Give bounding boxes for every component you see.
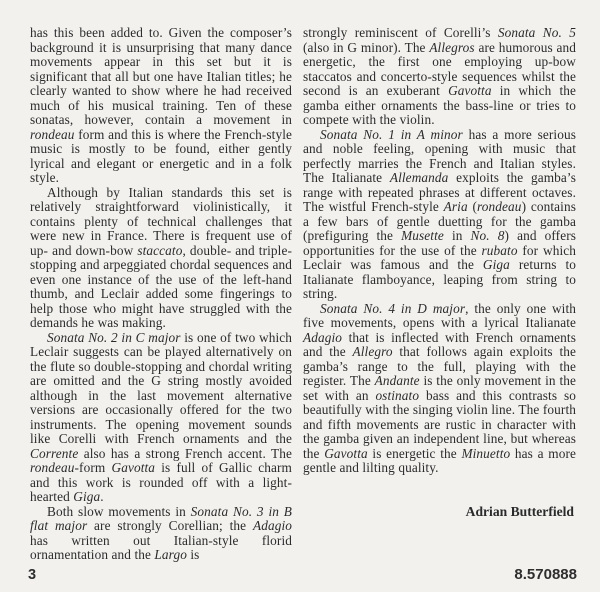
italic-text-run: Corrente (30, 445, 79, 461)
italic-text-run: Giga (73, 489, 101, 504)
italic-text-run: staccato (137, 242, 183, 258)
text-run: form and this is where the French-style music is mostly to be found, either gently lyrical and elegant or energetic and in a folk style. (30, 126, 292, 185)
text-run: exploits the gamba’s range with repeated phrases at different octaves. The wistful French-style (303, 170, 576, 214)
text-run: ) and offers opportunities for the use of the (303, 228, 576, 258)
paragraph (30, 186, 292, 331)
italic-text-run: Musette (401, 228, 444, 243)
text-run: . (100, 489, 104, 504)
text-run: returns to Italianate flamboyance, leaping from string to string. (303, 257, 577, 301)
text-run: are humorous and energetic, the first one employing up-bow staccatos and concerto-style sequences whilst the second is an exuberant (303, 39, 576, 98)
text-run: has this been added to. Given the composer’s background it is unsurprising that many dance movements appear in this set but it is significant that all but one have Italian titles; he clearly wanted to show where he had received much of his musical training. Ten of these sonatas, however, contain a movement in (30, 25, 292, 127)
text-run: , the only one with five movements, opens with a lyrical Italianate (303, 300, 577, 330)
italic-text-run: rubato (481, 242, 518, 258)
italic-text-run: Gavotta (324, 445, 368, 461)
text-run: -form (74, 460, 112, 475)
text-run: , double- and triple-stopping and arpeggiated chordal sequences and even one instance of the use of the left-hand thumb, and Leclair added some fingerings to help those who might have struggled with the demands he was making. (30, 242, 292, 330)
page-number: 3 (28, 567, 37, 583)
text-run: ) contains a few bars of gentle duetting for the gamba (prefiguring the (303, 199, 576, 243)
text-run: is energetic the (367, 445, 462, 461)
italic-text-run: Allegro (352, 344, 393, 359)
paragraph (30, 26, 292, 186)
italic-text-run: Gavotta (448, 83, 492, 98)
catalog-number: 8.570888 (514, 566, 577, 583)
italic-text-run: No. 8 (470, 228, 505, 243)
text-run: has a more gentle and lilting quality. (303, 445, 576, 475)
text-run: that follows again exploits the gamba’s range to the full, playing with the register. The (303, 344, 576, 388)
italic-text-run: rondeau (30, 126, 75, 142)
text-run: for which Leclair was famous and the (303, 242, 576, 272)
italic-text-run: Sonata No. 1 in A minor (320, 126, 463, 142)
italic-text-run: Largo (154, 547, 187, 562)
text-run: are strongly Corellian; the (87, 518, 253, 533)
text-run: in (443, 228, 471, 243)
italic-text-run: Minuetto (461, 445, 511, 461)
italic-text-run: Sonata No. 3 in B flat major (30, 503, 292, 533)
italic-text-run: Aria (443, 199, 468, 214)
italic-text-run: Adagio (303, 329, 343, 345)
text-run: is full of Gallic charm and this work is rounded off with a light-hearted (30, 460, 292, 504)
text-run: has a more serious and noble feeling, opening with music that perfectly marries the French and Italian styles. The Italianate (303, 126, 576, 185)
text-run: has written out Italian-style florid ornamentation and the (30, 532, 292, 562)
italic-text-run: Sonata No. 4 in D major (320, 300, 466, 316)
text-run: (also in G minor). The (303, 39, 430, 55)
text-run: is (186, 547, 200, 562)
italic-text-run: Adagio (252, 518, 292, 533)
text-run: ( (467, 199, 478, 214)
text-run: bass and this contrasts so beautifully with the singing violin line. The fourth and fifth movements are rustic in character with the gamba given an independent line, but whereas the (303, 387, 576, 461)
italic-text-run: ostinato (375, 387, 420, 403)
paragraph (303, 128, 576, 302)
italic-text-run: Giga (482, 257, 510, 272)
italic-text-run: Allemanda (389, 170, 449, 185)
text-run: also has a strong French accent. The (78, 445, 292, 461)
author-signature: Adrian Butterfield (465, 503, 574, 519)
italic-text-run: Gavotta (111, 460, 156, 475)
paragraph (30, 505, 292, 563)
italic-text-run: rondeau (30, 460, 75, 475)
paragraph (30, 331, 292, 505)
italic-text-run: rondeau (477, 199, 522, 214)
italic-text-run: Allegros (429, 39, 475, 55)
paragraph (303, 302, 576, 476)
left-column (30, 26, 292, 563)
paragraph (303, 26, 576, 128)
italic-text-run: Sonata No. 2 in C major (47, 329, 181, 345)
text-run: Both slow movements in (47, 503, 191, 519)
text-run: is one of two which Leclair suggests can be played alternatively on the flute so double-stopping and chordal writing are omitted and the G string mostly avoided although in the last movement alternative versions are occasionally offered for the two instruments. The opening movement sounds like Corelli with French ornaments and the (30, 329, 292, 446)
italic-text-run: Andante (374, 373, 420, 388)
right-column (303, 26, 576, 563)
text-run: is the only movement in the set with an (303, 373, 576, 403)
text-columns (30, 26, 576, 563)
text-run: in which the gamba either ornaments the bass-line or tries to compete with the violin. (303, 83, 576, 127)
italic-text-run: Sonata No. 5 (497, 25, 576, 40)
text-run: that is inflected with French ornaments and the (303, 329, 576, 359)
text-run: Although by Italian standards this set is relatively straightforward violinistically, it contains plenty of technical challenges that were new in France. There is frequent use of up- and down-bow (30, 184, 292, 258)
text-run: strongly reminiscent of Corelli’s (303, 25, 498, 40)
right-column-paragraphs (303, 26, 576, 476)
